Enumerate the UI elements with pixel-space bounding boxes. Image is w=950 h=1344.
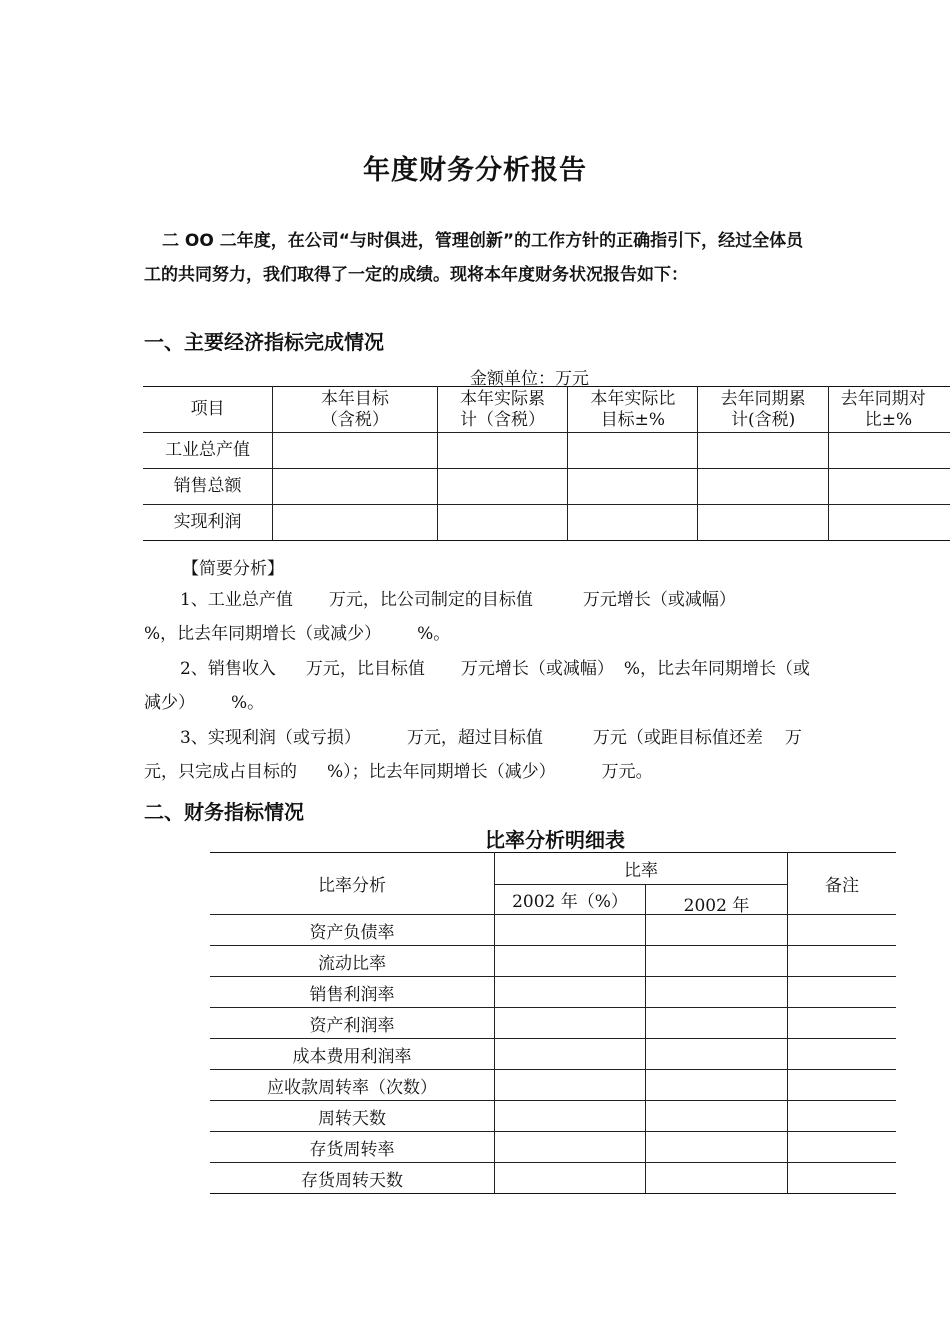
analysis-paragraph-3: 3、实现利润（或亏损） 万元，超过目标值 万元（或距目标值还差 万元，只完成占目标的 %）；比去年同期增长（减少） 万元。 (144, 728, 802, 782)
row-label: 实现利润 (143, 505, 273, 541)
section-heading-2: 二、财务指标情况 (144, 800, 304, 824)
header-2002-percent: 2002 年（%） (495, 885, 646, 915)
ratio-table-title: 比率分析明细表 (485, 828, 625, 852)
header-note: 备注 (788, 853, 897, 915)
row-label: 周转天数 (210, 1101, 495, 1132)
table-row (143, 469, 950, 505)
header-actual-vs-target: 本年实际比 目标±% (568, 387, 698, 433)
table-row (210, 946, 896, 977)
header-last-year: 去年同期累 计(含税) (698, 387, 828, 433)
indicator-table (143, 386, 950, 541)
row-label: 应收款周转率（次数） (210, 1070, 495, 1101)
row-label: 销售总额 (143, 469, 273, 505)
header-ratio-analysis: 比率分析 (210, 853, 495, 915)
header-actual: 本年实际累 计（含税） (437, 387, 568, 433)
row-label: 存货周转天数 (210, 1163, 495, 1194)
amount-unit-label: 金额单位：万元 (470, 369, 589, 389)
table-row (210, 1163, 896, 1194)
header-target: 本年目标 （含税） (273, 387, 438, 433)
table-row (210, 1039, 896, 1070)
header-2002: 2002 年 (646, 885, 788, 915)
analysis-paragraph-2: 2、销售收入 万元，比目标值 万元增长（或减幅） %，比去年同期增长（或减少） %。 (144, 659, 810, 713)
table-row (143, 505, 950, 541)
analysis-paragraph-1: 1、工业总产值 万元，比公司制定的目标值 万元增长（或减幅） %，比去年同期增长（或减少） %。 (144, 590, 736, 644)
header-last-year-compare: 去年同期对 比±% (828, 387, 950, 433)
header-item: 项目 (143, 387, 273, 433)
table-row (210, 1132, 896, 1163)
row-label: 存货周转率 (210, 1132, 495, 1163)
row-label: 流动比率 (210, 946, 495, 977)
section-heading-1: 一、主要经济指标完成情况 (144, 330, 384, 354)
row-label: 销售利润率 (210, 977, 495, 1008)
page-title: 年度财务分析报告 (363, 155, 587, 186)
analysis-heading: 【简要分析】 (182, 559, 284, 579)
table-row (210, 1101, 896, 1132)
row-label: 工业总产值 (143, 433, 273, 469)
table-row (210, 915, 896, 946)
row-label: 成本费用利润率 (210, 1039, 495, 1070)
intro-text: 二 OO 二年度，在公司“与时俱进，管理创新”的工作方针的正确指引下，经过全体员工的共同努力，我们取得了一定的成绩。现将本年度财务状况报告如下： (144, 231, 804, 285)
table-row (210, 977, 896, 1008)
row-label: 资产利润率 (210, 1008, 495, 1039)
header-ratio: 比率 (495, 853, 788, 885)
table-row (143, 433, 950, 469)
row-label: 资产负债率 (210, 915, 495, 946)
ratio-table (210, 852, 896, 1194)
intro-paragraph (144, 224, 814, 292)
table-row (210, 1070, 896, 1101)
table-row (210, 1008, 896, 1039)
